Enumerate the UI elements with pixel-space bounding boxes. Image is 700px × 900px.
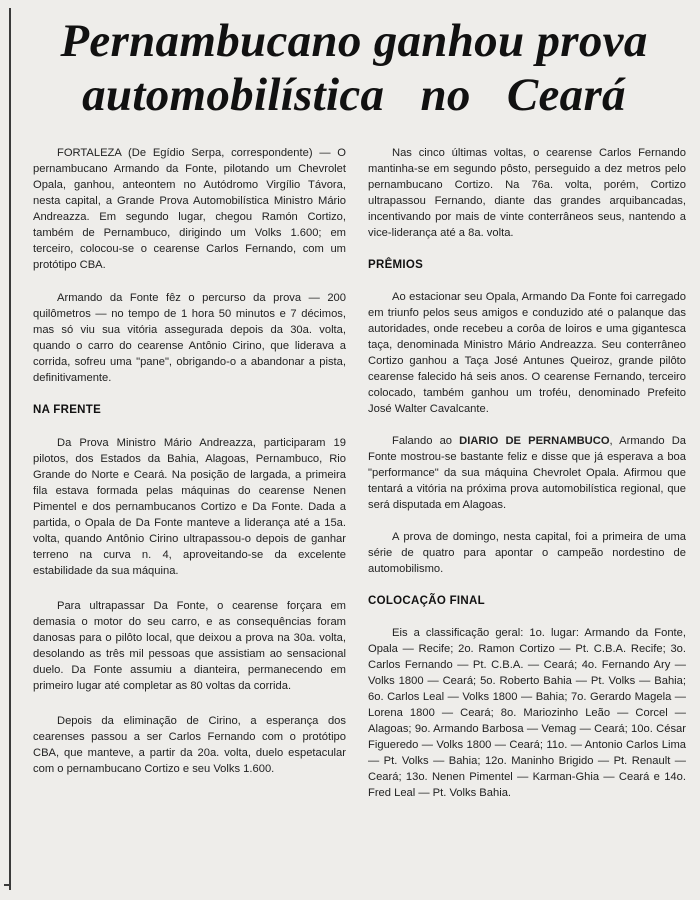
paragraph-starting-grid: Da Prova Ministro Mário Andreazza, participaram 19 pilotos, dos Estados da Bahia, Alagoas, Pernambuco, Rio Grande do Norte e Ceará. Na posição de largada, a primeira fila estava formada pelas máquinas do cearense Nenen Pimentel e dos pernambucanos Cortizo e Da Fonte. Dada a partida, o Opala de Da Fonte manteve a liderança até a 15a. volta, quando Antônio Cirino ultrapassou-o depois de ganhar terreno na curva n. 4, aproveitando-se da excelente estabilidade da sua máquina. xyxy=(33,437,346,577)
interview-prefix: Falando ao xyxy=(392,435,460,447)
headline xyxy=(20,14,688,122)
column-rule-tick xyxy=(4,884,10,886)
interview-body: , Armando Da Fonte mostrou-se bastante feliz e disse que já esperava a boa "performance" da sua máquina Chevrolet Opala. Afirmou que tentará a vitória na próxima prova automobilística regional, que será disputada em Alagoas. xyxy=(368,435,687,511)
paragraph-final-standings: Eis a classificação geral: 1o. lugar: Armando da Fonte, Opala — Recife; 2o. Ramon Cortizo — Pt. C.B.A. Recife; 3o. Carlos Fernando — Pt. C.B.A. — Ceará; 4o. Fernando Ary — Volks 1800 — Ceará; 5o. Roberto Bahia — Pt. Volks — Bahia; 6o. Carlos Leal — Volks 1800 — Bahia; 7o. Gerardo Magela — Lorena 1800 — Ceará; 8o. Mariozinho Leão — Corcel — Alagoas; 9o. Armando Barbosa — Vemag — Ceará; 10o. César Figueredo — Volks 1800 — Ceará; 11o. — Antonio Carlos Lima — Pt. Volks — Bahia; 12o. Maninho Brigido — Pt. Renault — Ceará; 13o. Nenen Pimentel — Karman-Ghia — Ceará e 14o. Fred Leal — Pt. Volks Bahia. xyxy=(368,627,686,799)
lead-body: (De Egídio Serpa, correspondente) — O pernambucano Armando da Fonte, pilotando um Chevrolet Opala, ganhou, anteontem no Autódromo Virgílio Távora, nesta capital, a Grande Prova Automobilística Ministro Mário Andreazza. Em segundo lugar, chegou Ramón Cortizo, também de Pernambuco, dirigindo um Volks 1.600; em terceiro, colocou-se o cearense Carlos Fernando, com um protótipo CBA. xyxy=(33,147,346,271)
paragraph-overtaking: Para ultrapassar Da Fonte, o cearense forçara em demasia o motor do seu carro, e as consequências foram danosas para o pilôto local, que deixou a prova na 30a. volta, desolando as três mil pessoas que assistiam ao sensacional duelo. Da Fonte assumiu a dianteira, permanecendo em primeiro lugar até completar as 80 voltas da corrida. xyxy=(33,600,346,692)
paragraph-race-time: Armando da Fonte fêz o percurso da prova — 200 quilômetros — no tempo de 1 hora 50 minutos e 7 décimos, mas só viu sua vitória assegurada depois da 30a. volta, quando o carro do cearense Antônio Cirino, que liderava a corrida, sofreu uma "pane", obrigando-o a abandonar a pista, definitivamente. xyxy=(33,292,346,384)
headline-line-1: Pernambucano ganhou prova xyxy=(60,15,648,67)
newspaper-name: DIARIO DE PERNAMBUCO xyxy=(459,435,610,447)
article-column-left xyxy=(33,145,346,777)
section-heading-colocacao-final: COLOCAÇÃO FINAL xyxy=(368,595,485,607)
column-rule xyxy=(9,8,11,890)
section-heading-premios: PRÊMIOS xyxy=(368,259,424,271)
article-column-right xyxy=(368,145,686,801)
paragraph-interview xyxy=(368,433,686,513)
paragraph-championship: A prova de domingo, nesta capital, foi a primeira de uma série de quatro para apontar o campeão nordestino de automobilismo. xyxy=(368,531,686,575)
paragraph-last-laps: Nas cinco últimas voltas, o cearense Carlos Fernando mantinha-se em segundo pôsto, perseguido a dez metros pelo pernambucano Cortizo. Na 76a. volta, porém, Cortizo ultrapassou Fernando, diante das grandes arquibancadas, incentivando por mais de vinte conterrâneos seus, nantendo a vice-liderança até a 8a. volta. xyxy=(368,147,686,239)
lead-paragraph xyxy=(33,145,346,273)
paragraph-cirino-elimination: Depois da eliminação de Cirino, a esperança dos cearenses passou a ser Carlos Fernando com o protótipo CBA, que manteve, a partir da 20a. volta, duelo espetacular com o pernambucano Cortizo e seu Volks 1.600. xyxy=(33,715,346,775)
paragraph-prizes: Ao estacionar seu Opala, Armando Da Fonte foi carregado em triunfo pelos seus amigos e conduzido até o palanque das autoridades, onde recebeu a corôa de loiros e uma gigantesca taça, denominada Ministro Mário Andreazza. Seu conterrâneo Cortizo ganhou a Taça José Antunes Queiroz, grande pilôto cearense falecido há seis anos. O cearense Fernando, terceiro colocado, também ganhou um troféu, denominado Prefeito José Walter Cavalcante. xyxy=(368,291,686,415)
section-heading-na-frente: NA FRENTE xyxy=(33,404,102,416)
dateline: FORTALEZA xyxy=(57,147,122,159)
headline-line-2: automobilística no Ceará xyxy=(82,69,626,121)
